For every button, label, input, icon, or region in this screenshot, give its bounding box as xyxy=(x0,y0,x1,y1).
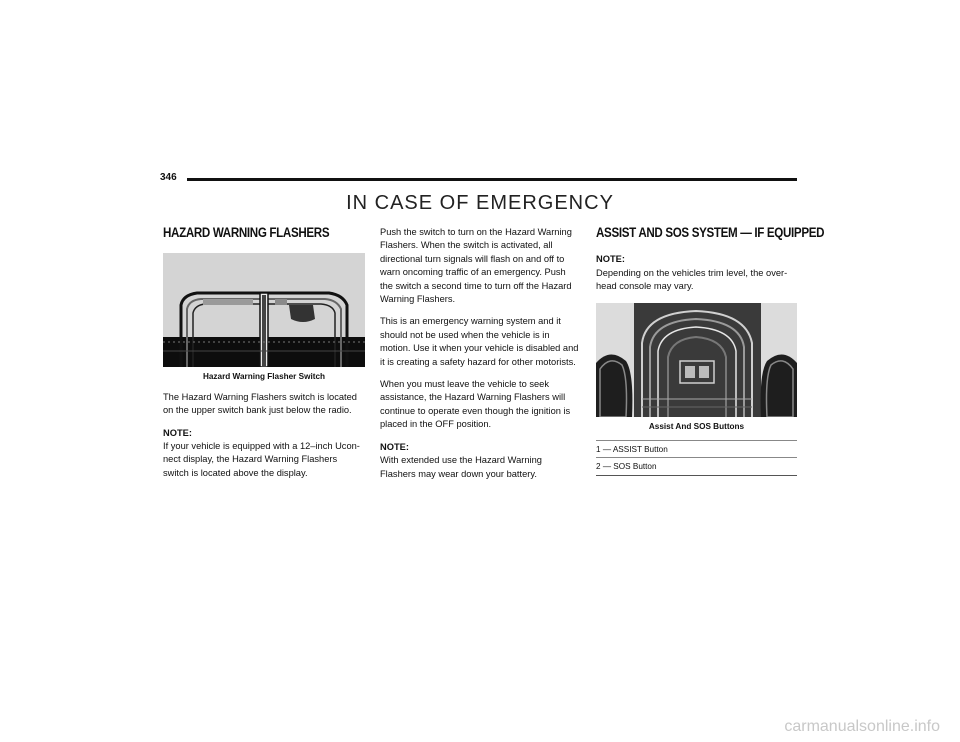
figure-legend xyxy=(596,440,797,476)
note-label: NOTE: xyxy=(596,254,625,265)
note-label: NOTE: xyxy=(380,441,409,452)
assist-figure-caption: Assist And SOS Buttons xyxy=(648,421,745,431)
page-number: 346 xyxy=(160,172,177,183)
hazard-intro-paragraph: The Hazard Warning Flashers switch is located on the upper switch bank just below the radio. xyxy=(163,391,357,416)
chapter-title: IN CASE OF EMERGENCY xyxy=(346,192,614,214)
note-label: NOTE: xyxy=(163,427,192,438)
hazard-switch-illustration xyxy=(163,253,365,367)
hazard-switch-figure xyxy=(163,253,365,367)
legend-item: 1 — ASSIST Button xyxy=(596,440,797,457)
header-rule xyxy=(187,178,797,181)
note-text: Depending on the vehicles trim level, the over-head console may vary. xyxy=(596,267,788,292)
hazard-push-paragraph: Push the switch to turn on the Hazard Warning Flashers. When the switch is activated, all directional turn signals will flash on and off to warn oncoming traffic of an emergency. Push the switch a second time to turn off the Hazard Warning Flashers. xyxy=(380,227,572,305)
assist-sos-figure xyxy=(596,303,797,417)
note-text: With extended use the Hazard Warning Flashers may wear down your battery. xyxy=(380,455,542,479)
watermark: carmanualsonline.info xyxy=(784,718,940,735)
column-2 xyxy=(380,226,580,490)
hazard-figure-caption: Hazard Warning Flasher Switch xyxy=(202,372,326,382)
column-1 xyxy=(163,226,365,489)
section-heading-assist: ASSIST AND SOS SYSTEM — IF EQUIPPED xyxy=(596,225,825,240)
hazard-emergency-paragraph: This is an emergency warning system and it should not be used when the vehicle is in motion. Use it when your vehicle is disabled and it is creating a safety hazard for other motorists. xyxy=(380,316,579,367)
note-text: If your vehicle is equipped with a 12–inch Ucon-nect display, the Hazard Warning Flashers switch is located above the display. xyxy=(163,441,360,478)
section-heading-hazard: HAZARD WARNING FLASHERS xyxy=(163,225,330,240)
hazard-leave-paragraph: When you must leave the vehicle to seek assistance, the Hazard Warning Flashers will continue to operate even though the ignition is placed in the OFF position. xyxy=(380,379,571,430)
overhead-console-illustration xyxy=(596,303,797,417)
column-3 xyxy=(596,225,825,476)
legend-item: 2 — SOS Button xyxy=(596,457,797,475)
